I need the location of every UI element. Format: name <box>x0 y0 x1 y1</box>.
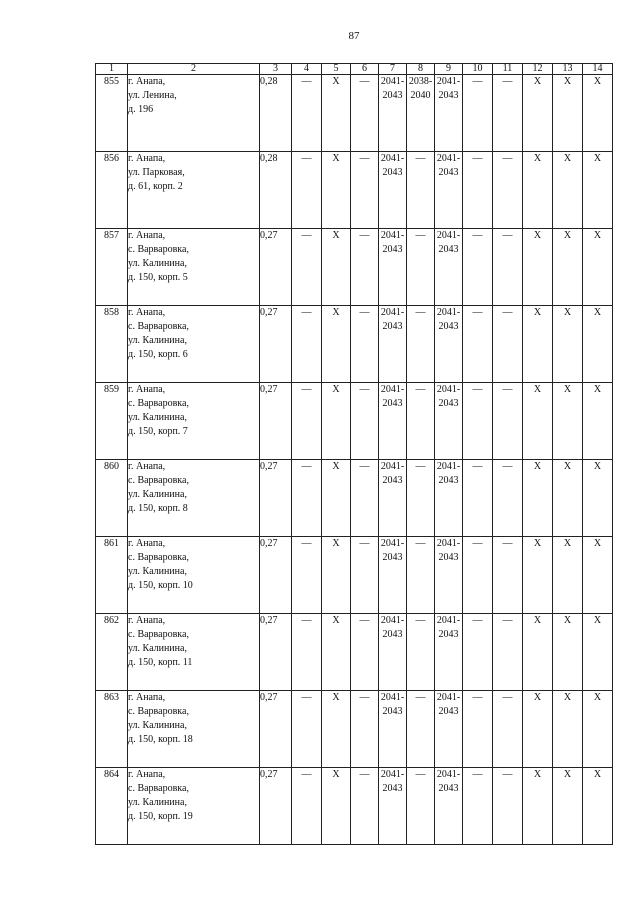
period-cell: 2041- 2043 <box>379 306 407 383</box>
dash-cell: — <box>292 383 322 460</box>
mark-cell: Х <box>322 383 351 460</box>
column-header: 12 <box>523 64 553 75</box>
data-table <box>95 63 613 845</box>
column-header: 6 <box>351 64 379 75</box>
mark-cell: Х <box>523 691 553 768</box>
period-cell: — <box>407 460 435 537</box>
value-cell: 0,27 <box>260 691 292 768</box>
row-number: 859 <box>96 383 128 460</box>
dash-cell: — <box>493 306 523 383</box>
dash-cell: — <box>292 75 322 152</box>
dash-cell: — <box>292 229 322 306</box>
mark-cell: Х <box>553 614 583 691</box>
mark-cell: Х <box>322 460 351 537</box>
mark-cell: Х <box>553 537 583 614</box>
column-header: 10 <box>463 64 493 75</box>
dash-cell: — <box>351 152 379 229</box>
period-cell: 2041- 2043 <box>379 614 407 691</box>
mark-cell: Х <box>553 75 583 152</box>
mark-cell: Х <box>322 75 351 152</box>
column-header: 11 <box>493 64 523 75</box>
column-header: 8 <box>407 64 435 75</box>
dash-cell: — <box>493 691 523 768</box>
dash-cell: — <box>493 537 523 614</box>
mark-cell: Х <box>583 229 613 306</box>
mark-cell: Х <box>553 691 583 768</box>
period-cell: 2041- 2043 <box>435 229 463 306</box>
period-cell: — <box>407 383 435 460</box>
table-row <box>96 306 613 383</box>
value-cell: 0,27 <box>260 537 292 614</box>
mark-cell: Х <box>322 537 351 614</box>
address-cell: г. Анапа, ул. Парковая, д. 61, корп. 2 <box>128 152 260 229</box>
column-header: 9 <box>435 64 463 75</box>
period-cell: — <box>407 691 435 768</box>
header-row <box>96 64 613 75</box>
column-header: 3 <box>260 64 292 75</box>
mark-cell: Х <box>583 768 613 845</box>
row-number: 864 <box>96 768 128 845</box>
dash-cell: — <box>351 306 379 383</box>
address-cell: г. Анапа, с. Варваровка, ул. Калинина, д. 150, корп. 18 <box>128 691 260 768</box>
dash-cell: — <box>463 460 493 537</box>
value-cell: 0,27 <box>260 229 292 306</box>
page-number: 87 <box>348 30 360 42</box>
dash-cell: — <box>351 691 379 768</box>
dash-cell: — <box>463 691 493 768</box>
address-cell: г. Анапа, с. Варваровка, ул. Калинина, д. 150, корп. 6 <box>128 306 260 383</box>
dash-cell: — <box>493 229 523 306</box>
mark-cell: Х <box>523 306 553 383</box>
mark-cell: Х <box>553 229 583 306</box>
mark-cell: Х <box>553 152 583 229</box>
period-cell: 2041- 2043 <box>379 768 407 845</box>
period-cell: — <box>407 152 435 229</box>
row-number: 858 <box>96 306 128 383</box>
mark-cell: Х <box>523 768 553 845</box>
period-cell: 2041- 2043 <box>435 537 463 614</box>
column-header: 5 <box>322 64 351 75</box>
dash-cell: — <box>493 75 523 152</box>
table-row <box>96 75 613 152</box>
period-cell: 2041- 2043 <box>379 152 407 229</box>
address-cell: г. Анапа, с. Варваровка, ул. Калинина, д. 150, корп. 11 <box>128 614 260 691</box>
column-header: 1 <box>96 64 128 75</box>
table-row <box>96 537 613 614</box>
row-number: 855 <box>96 75 128 152</box>
dash-cell: — <box>463 768 493 845</box>
period-cell: 2041- 2043 <box>435 768 463 845</box>
period-cell: 2041- 2043 <box>435 614 463 691</box>
mark-cell: Х <box>322 229 351 306</box>
period-cell: 2041- 2043 <box>435 383 463 460</box>
mark-cell: Х <box>322 691 351 768</box>
mark-cell: Х <box>553 383 583 460</box>
dash-cell: — <box>463 383 493 460</box>
dash-cell: — <box>351 460 379 537</box>
table-row <box>96 383 613 460</box>
mark-cell: Х <box>583 537 613 614</box>
mark-cell: Х <box>322 306 351 383</box>
period-cell: 2041- 2043 <box>379 75 407 152</box>
value-cell: 0,28 <box>260 152 292 229</box>
period-cell: — <box>407 537 435 614</box>
mark-cell: Х <box>322 768 351 845</box>
dash-cell: — <box>493 460 523 537</box>
period-cell: 2041- 2043 <box>379 537 407 614</box>
mark-cell: Х <box>523 460 553 537</box>
mark-cell: Х <box>553 768 583 845</box>
period-cell: — <box>407 229 435 306</box>
dash-cell: — <box>493 383 523 460</box>
value-cell: 0,27 <box>260 768 292 845</box>
dash-cell: — <box>292 306 322 383</box>
mark-cell: Х <box>523 75 553 152</box>
table-row <box>96 614 613 691</box>
mark-cell: Х <box>583 460 613 537</box>
dash-cell: — <box>351 229 379 306</box>
mark-cell: Х <box>523 383 553 460</box>
period-cell: 2041- 2043 <box>379 383 407 460</box>
row-number: 860 <box>96 460 128 537</box>
dash-cell: — <box>463 614 493 691</box>
mark-cell: Х <box>583 614 613 691</box>
dash-cell: — <box>493 768 523 845</box>
period-cell: — <box>407 768 435 845</box>
mark-cell: Х <box>523 229 553 306</box>
period-cell: — <box>407 306 435 383</box>
dash-cell: — <box>351 537 379 614</box>
row-number: 862 <box>96 614 128 691</box>
address-cell: г. Анапа, с. Варваровка, ул. Калинина, д. 150, корп. 10 <box>128 537 260 614</box>
address-cell: г. Анапа, с. Варваровка, ул. Калинина, д. 150, корп. 7 <box>128 383 260 460</box>
column-header: 7 <box>379 64 407 75</box>
mark-cell: Х <box>583 75 613 152</box>
table-body <box>96 75 613 845</box>
column-header: 4 <box>292 64 322 75</box>
column-header: 13 <box>553 64 583 75</box>
dash-cell: — <box>292 768 322 845</box>
period-cell: 2041- 2043 <box>435 460 463 537</box>
address-cell: г. Анапа, ул. Ленина, д. 196 <box>128 75 260 152</box>
dash-cell: — <box>292 460 322 537</box>
period-cell: 2041- 2043 <box>435 75 463 152</box>
value-cell: 0,27 <box>260 614 292 691</box>
mark-cell: Х <box>583 383 613 460</box>
period-cell: 2038- 2040 <box>407 75 435 152</box>
mark-cell: Х <box>523 152 553 229</box>
mark-cell: Х <box>523 614 553 691</box>
dash-cell: — <box>463 75 493 152</box>
table-row <box>96 768 613 845</box>
table-row <box>96 460 613 537</box>
period-cell: — <box>407 614 435 691</box>
value-cell: 0,27 <box>260 306 292 383</box>
mark-cell: Х <box>583 691 613 768</box>
dash-cell: — <box>493 614 523 691</box>
column-header: 14 <box>583 64 613 75</box>
dash-cell: — <box>351 75 379 152</box>
row-number: 856 <box>96 152 128 229</box>
row-number: 857 <box>96 229 128 306</box>
mark-cell: Х <box>523 537 553 614</box>
dash-cell: — <box>493 152 523 229</box>
period-cell: 2041- 2043 <box>379 229 407 306</box>
value-cell: 0,28 <box>260 75 292 152</box>
dash-cell: — <box>463 152 493 229</box>
mark-cell: Х <box>583 306 613 383</box>
table-row <box>96 691 613 768</box>
dash-cell: — <box>292 691 322 768</box>
mark-cell: Х <box>322 614 351 691</box>
value-cell: 0,27 <box>260 460 292 537</box>
dash-cell: — <box>292 537 322 614</box>
address-cell: г. Анапа, с. Варваровка, ул. Калинина, д. 150, корп. 5 <box>128 229 260 306</box>
dash-cell: — <box>292 152 322 229</box>
mark-cell: Х <box>553 460 583 537</box>
address-cell: г. Анапа, с. Варваровка, ул. Калинина, д. 150, корп. 8 <box>128 460 260 537</box>
mark-cell: Х <box>583 152 613 229</box>
address-cell: г. Анапа, с. Варваровка, ул. Калинина, д. 150, корп. 19 <box>128 768 260 845</box>
dash-cell: — <box>351 383 379 460</box>
mark-cell: Х <box>322 152 351 229</box>
table-row <box>96 229 613 306</box>
column-header: 2 <box>128 64 260 75</box>
period-cell: 2041- 2043 <box>379 691 407 768</box>
period-cell: 2041- 2043 <box>435 691 463 768</box>
value-cell: 0,27 <box>260 383 292 460</box>
dash-cell: — <box>463 306 493 383</box>
dash-cell: — <box>463 229 493 306</box>
row-number: 863 <box>96 691 128 768</box>
dash-cell: — <box>351 614 379 691</box>
row-number: 861 <box>96 537 128 614</box>
dash-cell: — <box>351 768 379 845</box>
mark-cell: Х <box>553 306 583 383</box>
period-cell: 2041- 2043 <box>435 306 463 383</box>
table-row <box>96 152 613 229</box>
period-cell: 2041- 2043 <box>435 152 463 229</box>
period-cell: 2041- 2043 <box>379 460 407 537</box>
dash-cell: — <box>292 614 322 691</box>
dash-cell: — <box>463 537 493 614</box>
